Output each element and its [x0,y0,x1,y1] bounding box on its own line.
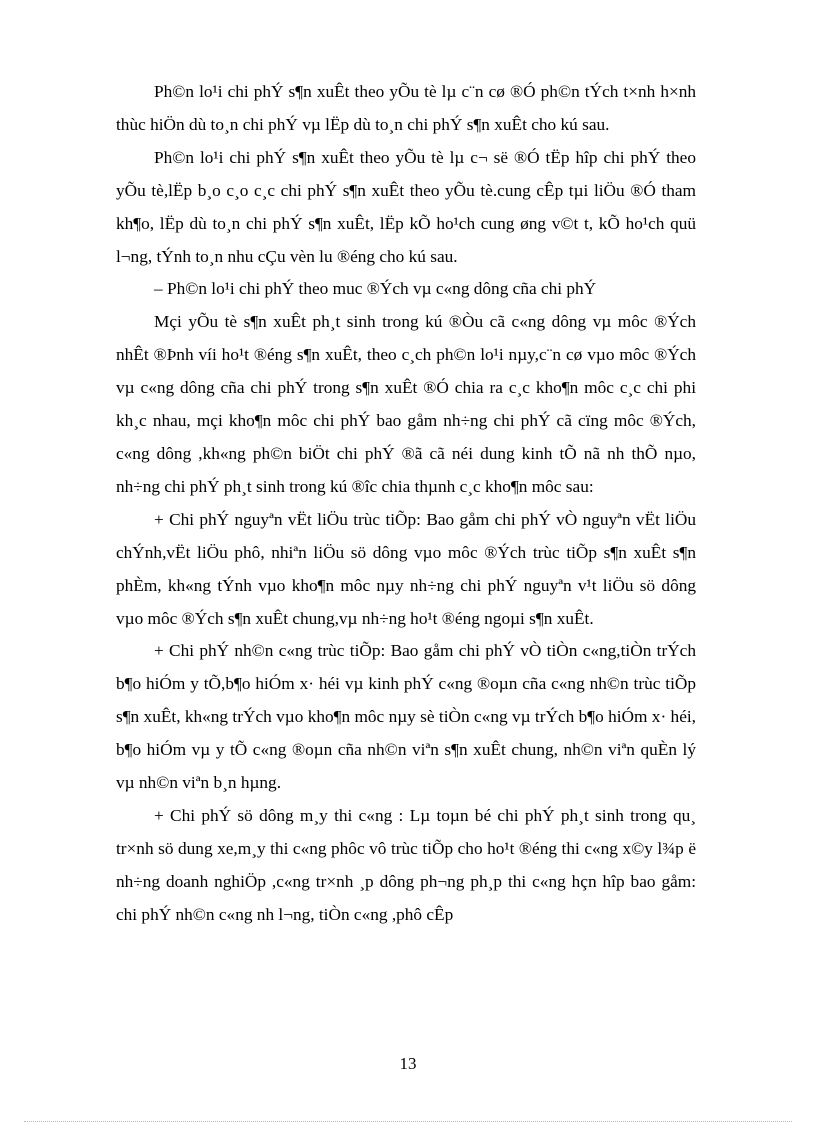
paragraph-1: Ph©n lo¹i chi phÝ s¶n xuÊt theo yÕu tè lµ c¨n cø ®Ó ph©n tÝch t×nh h×nh thùc hiÖn dù to¸n chi phÝ vµ lËp dù to¸n chi phÝ s¶n xuÊt cho kú sau. [116,82,696,134]
page-number: 13 [399,1054,417,1073]
paragraph-6: + Chi phÝ nh©n c«ng trùc tiÕp: Bao gåm chi phÝ vÒ tiÒn c«ng,tiÒn trÝch b¶o hiÓm y tÕ,b¶o hiÓm x· héi vµ kinh phÝ c«ng ®oµn cña c«ng nh©n trùc tiÕp s¶n xuÊt, kh«ng trÝch vµo kho¶n môc nµy sè tiÒn c«ng vµ trÝch b¶o hiÓm x· héi, b¶o hiÓm vµ y tÕ c«ng ®oµn cña nh©n viªn s¶n xuÊt chung, nh©n viªn quÈn lý vµ nh©n viªn b¸n hµng. [116,641,696,793]
paragraph-7: + Chi phÝ sö dông m¸y thi c«ng : Lµ toµn bé chi phÝ ph¸t sinh trong qu¸ tr×nh sö dung xe,m¸y thi c«ng phôc vô trùc tiÕp cho ho¹t ®éng thi c«ng x©y l¾p ë nh÷ng doanh nghiÖp ,c«ng tr×nh ¸p dông ph¬ng ph¸p thi c«ng hçn hîp bao gåm: chi phÝ nh©n c«ng nh l¬ng, tiÒn c«ng ,phô cÊp [116,805,696,924]
page-bottom-divider [24,1121,792,1122]
paragraph-3-heading: – Ph©n lo¹i chi phÝ theo muc ®Ých vµ c«ng dông cña chi phÝ [154,279,597,299]
paragraph-4: Mçi yÕu tè s¶n xuÊt ph¸t sinh trong kú ®Òu cã c«ng dông vµ môc ®Ých nhÊt ®Þnh víi ho¹t ®éng s¶n xuÊt, theo c¸ch ph©n lo¹i nµy,c¨n cø vµo môc ®Ých vµ c«ng dông cña chi phÝ trong s¶n xuÊt ®Ó chia ra c¸c kho¶n môc c¸c chi phi kh¸c nhau, mçi kho¶n môc chi phÝ bao gåm nh÷ng chi phÝ cã cïng môc ®Ých, c«ng dông ,kh«ng ph©n biÖt chi phÝ ®ã cã néi dung kinh tÕ nã nh thÕ nµo, nh÷ng chi phÝ ph¸t sinh trong kú ®îc chia thµnh c¸c kho¶n môc sau: [116,312,696,496]
paragraph-5: + Chi phÝ nguyªn vËt liÖu trùc tiÕp: Bao gåm chi phÝ vÒ nguyªn vËt liÖu chÝnh,vËt liÖu phô, nhiªn liÖu sö dông vµo môc ®Ých trùc tiÕp s¶n xuÊt s¶n phÈm, kh«ng tÝnh vµo kho¶n môc nµy nh÷ng chi phÝ nguyªn v¹t liÖu sö dông vµo môc ®Ých s¶n xuÊt chung,vµ nh÷ng ho¹t ®éng ngoµi s¶n xuÊt. [116,509,696,628]
paragraph-2: Ph©n lo¹i chi phÝ s¶n xuÊt theo yÕu tè lµ c¬ së ®Ó tËp hîp chi phÝ theo yÕu tè,lËp b¸o c¸o c¸c chi phÝ s¶n xuÊt theo yÕu tè.cung cÊp tµi liÖu ®Ó tham kh¶o, lËp dù to¸n chi phÝ s¶n xuÊt, lËp kÕ ho¹ch cung øng v©t t, kÕ ho¹ch quü l¬ng, tÝnh to¸n nhu cÇu vèn lu ®éng cho kú sau. [116,147,696,266]
body-text [116,76,696,932]
